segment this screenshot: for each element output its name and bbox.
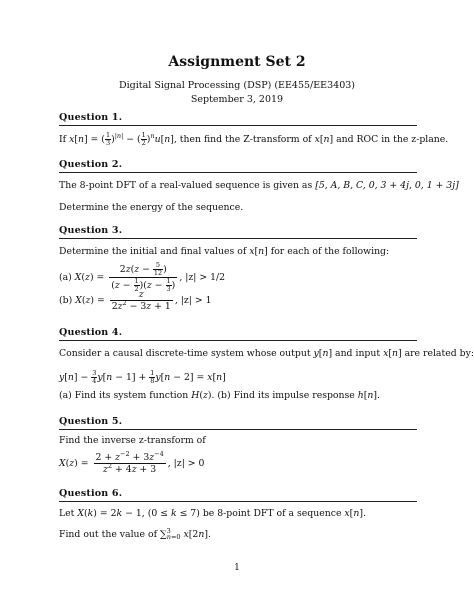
question-2-rule [59, 172, 417, 173]
question-5-equation: X(z) = $\frac{2 + z^{-2} + 3z^{-4}}{z^2 + 4z + 3}$ , |z| > 0 [59, 450, 205, 475]
question-3-heading: Question 3. [59, 225, 123, 236]
question-6-heading: Question 6. [59, 488, 123, 499]
question-3-text: Determine the initial and final values of x[n] for each of the following: [59, 246, 390, 257]
question-4-equation: y[n] − $\frac{3}{4}$ y[n − 1] + $\frac{1}{8}$ y[n − 2] = x[n] [59, 369, 226, 385]
question-4-text: Consider a causal discrete-time system whose output y[n] and input x[n] are related by: [59, 348, 474, 359]
question-6-text: Let X(k) = 2k − 1, (0 ≤ k ≤ 7) be 8-point DFT of a sequence x[n]. [59, 508, 366, 519]
document-date: September 3, 2019 [190, 94, 284, 105]
document-title: Assignment Set 2 [168, 54, 306, 70]
question-2-text-2: Determine the energy of the sequence. [59, 202, 244, 213]
question-2-heading: Question 2. [59, 159, 123, 170]
question-4-rule [59, 340, 417, 341]
question-1-rule [59, 125, 417, 126]
question-1-text: If x[n] = ( $\frac{1}{3}$ )$^{|n|}$ − ( $\frac{1}{2}$ )$^n$u[n], then find the Z-transform of x[n] and ROC in the z-plane. [59, 131, 449, 147]
question-3-rule [59, 238, 417, 239]
question-6-text-2: Find out the value of ∑$^3_{n=0}$ x[2n]. [59, 527, 211, 541]
question-3-part-b: (b) X(z) = $\frac{z}{2z^2 - 3z + 1}$ , |z| > 1 [59, 289, 212, 312]
question-5-heading: Question 5. [59, 416, 123, 427]
question-3-part-a: (a) X(z) = 2z(z − $\frac{5}{12}$ ) (z − $\frac{1}{2}$ )(z − $\frac{1}{3}$ ) , |z| > 1/2 [59, 261, 226, 293]
page-number: 1 [234, 563, 240, 573]
question-2-text: The 8-point DFT of a real-valued sequence is given as [5, A, B, C, 0, 3 + 4j, 0, 1 + 3j] [59, 180, 459, 191]
course-name: Digital Signal Processing (DSP) (EE455/EE3403) [119, 80, 355, 91]
question-4-parts: (a) Find its system function H(z). (b) Find its impulse response h[n]. [59, 390, 380, 401]
question-5-rule [59, 429, 417, 430]
question-4-heading: Question 4. [59, 327, 123, 338]
question-5-text: Find the inverse z-transform of [59, 435, 206, 446]
question-6-rule [59, 501, 417, 502]
question-1-heading: Question 1. [59, 112, 123, 123]
